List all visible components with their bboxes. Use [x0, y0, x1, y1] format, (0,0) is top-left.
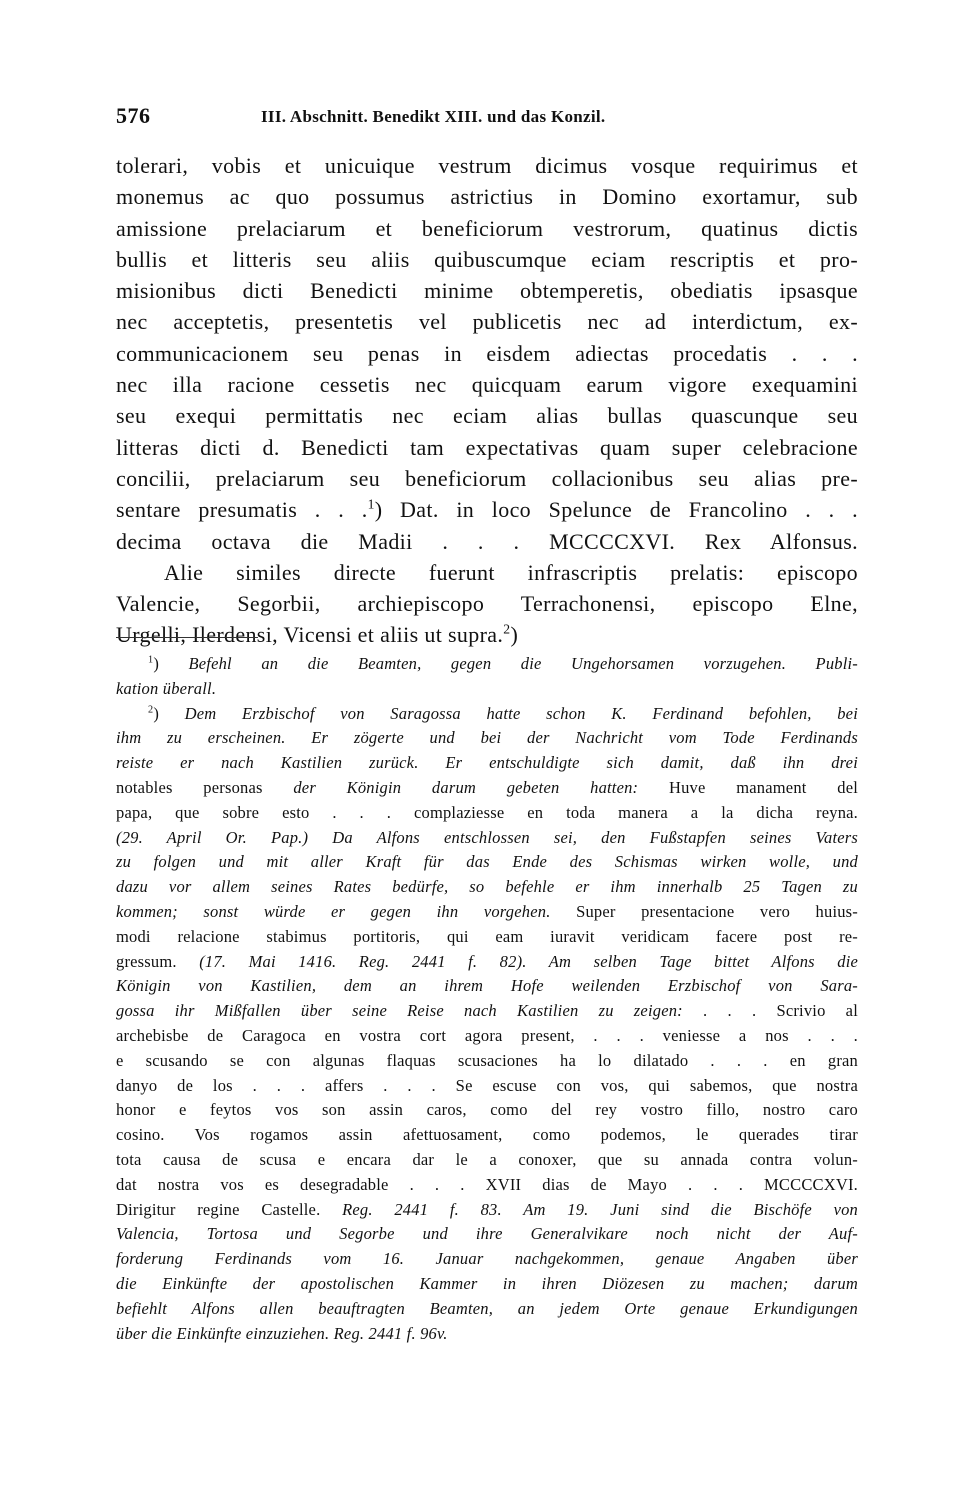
text-segment: Urgelli, Ilerdensi, Vicensi et aliis ut supra. — [116, 622, 504, 648]
text-line: amissione prelaciarum et beneficiorum vestrorum, quatinus dictis — [116, 215, 858, 241]
footnote-line — [116, 1272, 858, 1297]
text-segment: kommen; sonst würde er gegen ihn vorgehen. — [116, 901, 551, 921]
text-segment: Reg. 2441 f. 83. Am 19. Juni sind die Bischöfe von — [342, 1199, 858, 1219]
text-segment: Königin von Kastilien, dem an ihrem Hofe weilenden Erzbischof von Sara- — [116, 976, 858, 996]
text-segment: . . . Scrivio al — [703, 1001, 858, 1021]
text-segment: ihm zu erscheinen. Er zögerte und bei der Nachricht vom Tode Ferdinands — [116, 728, 858, 748]
footnote-line — [116, 999, 858, 1024]
text-segment: kation überall. — [116, 678, 217, 698]
footnote-line — [116, 1049, 858, 1074]
text-segment: zu folgen und mit aller Kraft für das Ende des Schismas wirken wolle, und — [116, 852, 858, 872]
text-segment: Dirigitur regine Castelle. — [116, 1199, 321, 1219]
text-segment: über die Einkünfte einzuziehen. Reg. 2441 f. 96v. — [116, 1323, 448, 1343]
running-head: III. Abschnitt. Benedikt XIII. und das Konzil. — [261, 107, 606, 126]
text-segment: e scusando se con algunas flaquas scusaciones ha lo dilatado . . . en gran — [116, 1050, 858, 1070]
text-segment: Super presentacione vero huius- — [576, 901, 859, 921]
text-line: communicacionem seu penas in eisdem adiectas procedatis . . . — [116, 340, 858, 366]
text-segment: gossa ihr Mißfallen über seine Reise nach Kastilien zu zeigen: — [116, 1001, 683, 1021]
text-segment: notables personas — [116, 777, 263, 797]
footnotes — [116, 652, 858, 1346]
text-line: sentare presumatis . . .$^1$) Dat. in loco Spelunce de Francolino . . . — [116, 496, 858, 523]
text-segment: papa, que sobre esto . . . complaziesse en toda manera a la dicha reyna. — [116, 802, 858, 822]
footnote-number: 2 — [148, 704, 154, 716]
text-line: Urgelli, Ilerdensi, Vicensi et aliis ut supra.$^2$) — [116, 622, 519, 648]
text-segment: (29. April Or. Pap.) — [116, 827, 309, 847]
footnote-line — [116, 1098, 858, 1123]
text-line: concilii, prelaciarum seu beneficiorum collacionibus seu alias pre- — [116, 465, 858, 491]
text-segment: gressum. — [116, 951, 177, 971]
text-segment: Befehl an die Beamten, gegen die Ungehorsamen vorzugehen. Publi- — [188, 654, 858, 673]
text-segment: Dat. in loco Spelunce de Francolino . . . — [400, 497, 858, 523]
footnote-line — [116, 1173, 858, 1198]
footnote-line: $^1$) Befehl an die Beamten, gegen die Ungehorsamen vorzugehen. Publi- — [148, 654, 858, 673]
footnote-line — [116, 1024, 858, 1049]
text-segment: modi relacione stabimus portitoris, qui eam iuravit veridicam facere post re- — [116, 926, 858, 946]
footnote-line — [116, 801, 858, 826]
footnote-line — [116, 1148, 858, 1173]
text-line: misionibus dicti Benedicti minime obtemperetis, obediatis ipsasque — [116, 278, 858, 304]
footnote-line — [116, 1123, 858, 1148]
footnote-line — [116, 751, 858, 776]
footnote-line — [116, 974, 858, 999]
footnote-line — [116, 677, 858, 702]
text-segment: die Einkünfte der apostolischen Kammer in ihren Diözesen zu machen; darum — [116, 1273, 858, 1293]
footnote-line — [116, 875, 858, 900]
text-segment: der Königin darum gebeten hatten: — [293, 777, 639, 797]
footnote-reference: 2 — [503, 622, 511, 638]
text-segment: befiehlt Alfons allen beauftragten Beamten, an jedem Orte genaue Erkundigungen — [116, 1298, 858, 1318]
text-line: tolerari, vobis et unicuique vestrum dicimus vosque requirimus et — [116, 153, 858, 178]
footnote-line — [116, 925, 858, 950]
footnote-line — [116, 1198, 858, 1223]
text-segment: dat nostra vos es desegradable . . . XVII dias de Mayo . . . MCCCCXVI. — [116, 1174, 858, 1194]
text-line: seu exequi permittatis nec eciam alias bullas quascunque seu — [116, 403, 858, 429]
text-line: nec illa racione cessetis nec quicquam earum vigore exequamini — [116, 372, 858, 398]
text-segment: Da Alfons entschlossen sei, den Fußstapfen seines Vaters — [332, 827, 859, 847]
main-text — [116, 150, 858, 651]
text-line: nec acceptetis, presentetis vel publicetis nec ad interdictum, ex- — [116, 309, 858, 335]
text-segment: Valencia, Tortosa und Segorbe und ihre Generalvikare noch nicht der Auf- — [116, 1224, 858, 1244]
footnote-line — [116, 900, 858, 925]
footnote-line — [116, 826, 858, 851]
footnote-line — [116, 850, 858, 875]
text-line: monemus ac quo possumus astrictius in Domino exortamur, sub — [116, 184, 858, 210]
footnote-line — [116, 1297, 858, 1322]
text-line: Valencie, Segorbii, archiepiscopo Terrachonensi, episcopo Elne, — [116, 591, 858, 617]
text-line: litteras dicti d. Benedicti tam expectativas quam super celebracione — [116, 434, 858, 460]
text-line: bullis et litteris seu aliis quibuscumque eciam rescriptis et pro- — [116, 246, 858, 272]
footnote-number: 1 — [148, 654, 154, 666]
page-number: 576 — [116, 103, 151, 128]
text-segment: (17. Mai 1416. Reg. 2441 f. 82). Am selben Tage bittet Alfons die — [199, 951, 859, 971]
text-segment: Dem Erzbischof von Saragossa hatte schon K. Ferdinand befohlen, bei — [184, 703, 858, 723]
footnote-line — [116, 1074, 858, 1099]
text-line: Alie similes directe fuerunt infrascriptis prelatis: episcopo — [164, 559, 858, 585]
text-segment: sentare presumatis . . . — [116, 497, 368, 523]
footnote-line — [116, 1247, 858, 1272]
footnote-reference: 1 — [367, 496, 375, 512]
text-segment: forderung Ferdinands vom 16. Januar nachgekommen, genaue Angaben über — [116, 1249, 858, 1269]
text-segment: dazu vor allem seines Rates bedürfe, so befehle er ihm innerhalb 25 Tagen zu — [116, 877, 858, 897]
footnote-line: $^2$) Dem Erzbischof von Saragossa hatte schon K. Ferdinand befohlen, bei — [148, 703, 858, 723]
text-segment: danyo de los . . . affers . . . Se escuse con vos, qui sabemos, que nostra — [116, 1075, 858, 1095]
text-segment: cosino. Vos rogamos assin afettuosament, como podemos, le querades tirar — [116, 1125, 858, 1145]
footnote-separator — [116, 637, 258, 638]
footnote-line — [116, 776, 858, 801]
footnote-line — [116, 1222, 858, 1247]
text-line: decima octava die Madii . . . MCCCCXVI. Rex Alfonsus. — [116, 528, 858, 554]
text-segment: Huve manament del — [668, 777, 859, 797]
footnote-line — [116, 950, 858, 975]
page-header — [116, 103, 856, 133]
text-segment: archebisbe de Caragoca en vostra cort agora present, . . . veniesse a nos . . . — [116, 1025, 858, 1045]
text-segment: honor e feytos vos son assin caros, como del rey vostro fillo, nostro caro — [116, 1100, 858, 1120]
footnote-line — [116, 1322, 858, 1347]
text-segment: reiste er nach Kastilien zurück. Er entschuldigte sich damit, daß ihn drei — [116, 753, 858, 773]
footnote-line — [116, 726, 858, 751]
text-segment: tota causa de scusa e encara dar le a conoxer, que su annada contra volun- — [116, 1149, 858, 1169]
